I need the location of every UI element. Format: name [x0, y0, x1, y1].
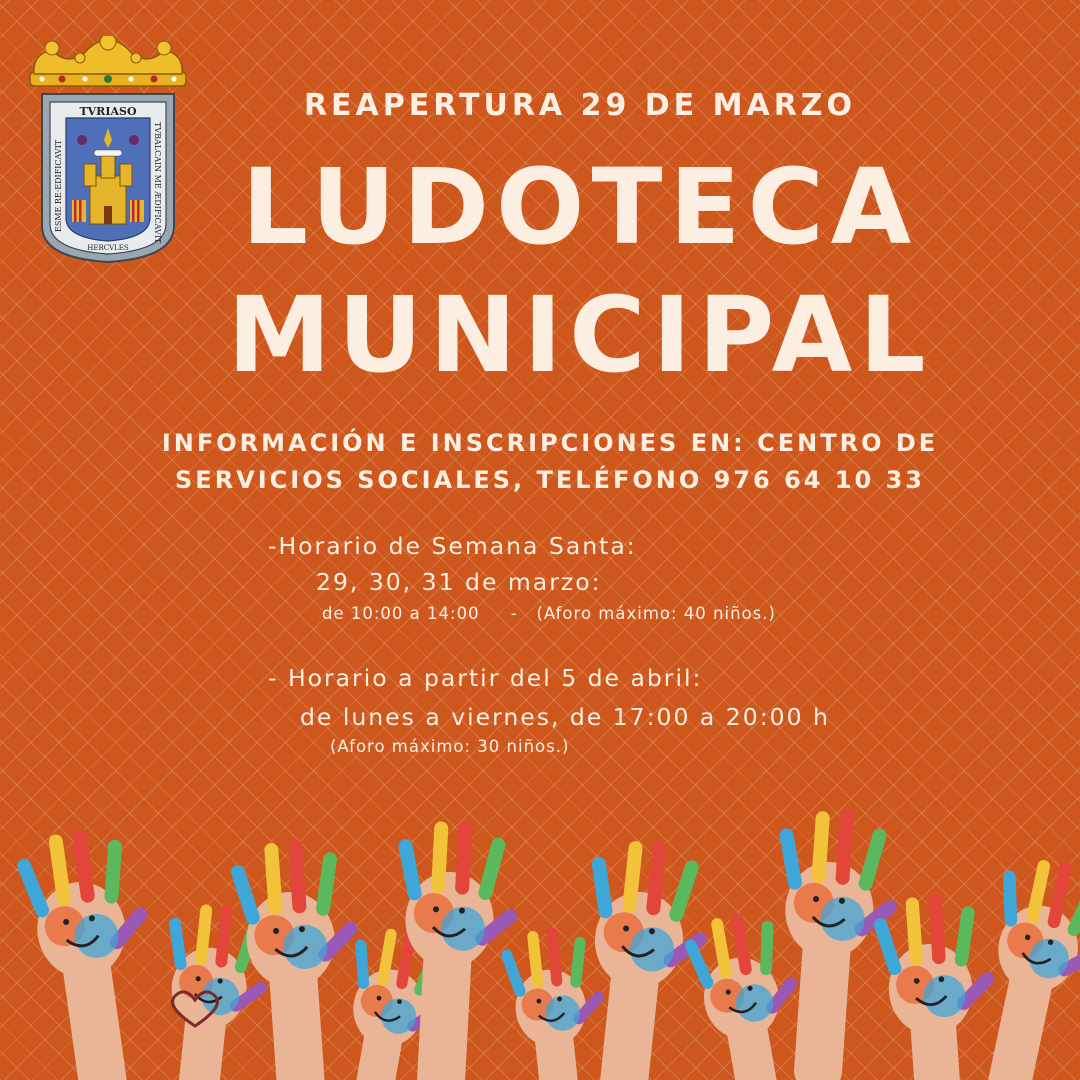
crest-motto-left: ESME RE·EDIFICAVIT	[54, 139, 63, 232]
title-line-2: MUNICIPAL	[227, 274, 933, 396]
crest-motto-right: TVBALCAIN ME ÆDIFICAVIT	[153, 122, 162, 244]
coat-of-arms-logo	[12, 36, 204, 268]
title-line-1: LUDOTECA	[241, 146, 919, 268]
crest-motto-bottom: HERCVLES	[87, 244, 129, 252]
april-schedule-capacity: (Aforo máximo: 30 niños.)	[330, 737, 570, 756]
april-schedule-heading: - Horario a partir del 5 de abril:	[268, 664, 703, 692]
contact-info-line-1: INFORMACIÓN E INSCRIPCIONES EN: CENTRO DE	[161, 429, 939, 457]
crown-icon	[30, 36, 186, 86]
easter-schedule-heading: -Horario de Semana Santa:	[268, 532, 637, 560]
crest-motto-top: TVRIASO	[79, 105, 137, 118]
contact-info-line-2: SERVICIOS SOCIALES, TELÉFONO 976 64 10 33	[175, 466, 925, 494]
contact-info	[60, 425, 1040, 499]
easter-schedule-hours: de 10:00 a 14:00 - (Aforo máximo: 40 niños.)	[322, 604, 776, 623]
easter-schedule-days: 29, 30, 31 de marzo:	[316, 568, 602, 596]
reopening-date-subtitle: REAPERTURA 29 DE MARZO	[303, 88, 857, 123]
painted-hands-image	[0, 770, 1080, 1080]
april-schedule-hours: de lunes a viernes, de 17:00 a 20:00 h	[300, 703, 830, 731]
